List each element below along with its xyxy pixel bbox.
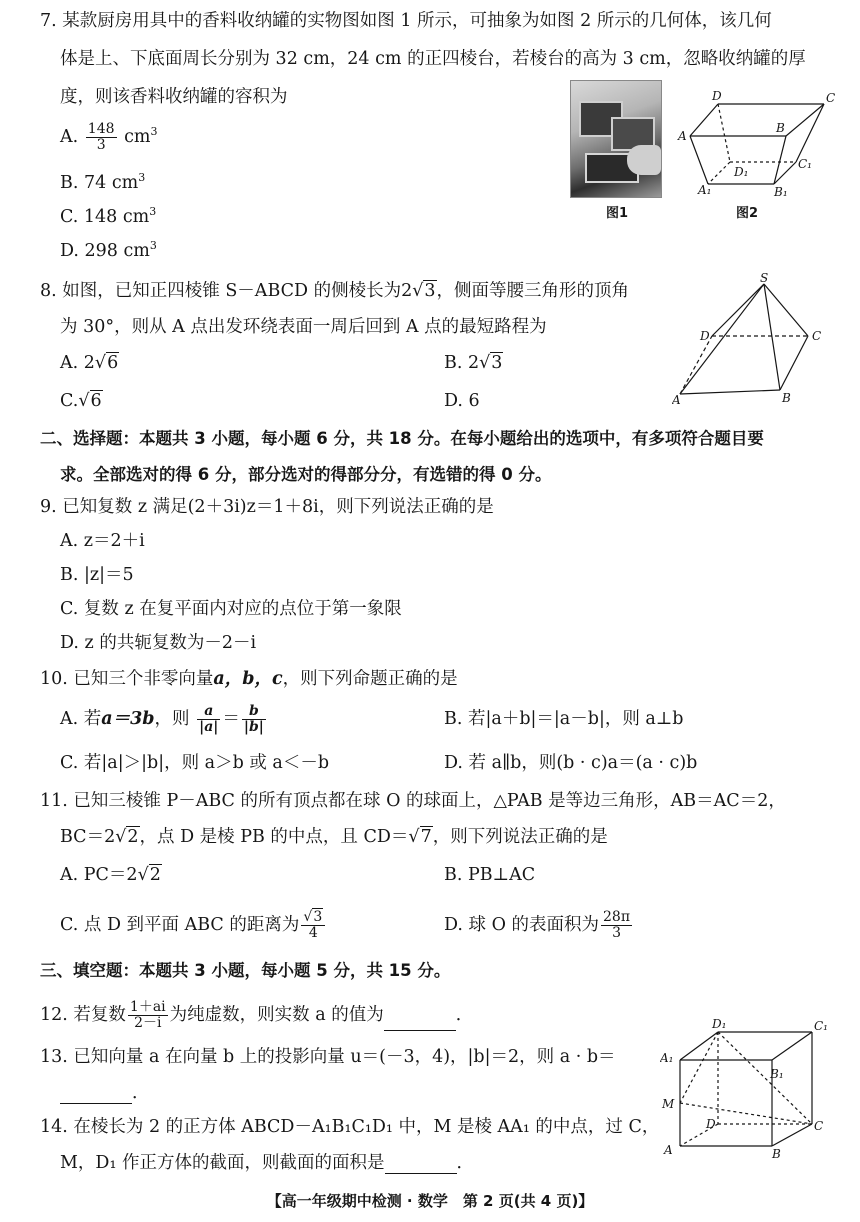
denominator: |b| — [243, 719, 264, 735]
edge-cc1 — [796, 104, 824, 162]
q7-option-c-exp: 3 — [149, 205, 157, 219]
figure2-label: 图2 — [736, 206, 759, 221]
edge-dd1-hidden — [718, 104, 730, 162]
label-b: B — [776, 121, 785, 135]
label-c: C — [814, 1119, 824, 1133]
edge-c1b1 — [772, 1032, 812, 1060]
label-b: B — [782, 391, 791, 405]
q8-option-d: D. 6 — [444, 391, 480, 411]
q10-stem-vectors: a，b，c — [213, 669, 283, 689]
hand-shape — [627, 145, 661, 175]
q11-option-a — [60, 864, 162, 886]
numerator-root: 3 — [313, 909, 323, 925]
q9-option-b: B. |z|＝5 — [60, 565, 134, 585]
q10-option-a-fraction-b — [242, 704, 266, 735]
q7-option-b — [60, 172, 145, 194]
edge-bc — [772, 1124, 812, 1146]
q8-stem-line2: 为 30°，则从 A 点出发环绕表面一周后回到 A 点的最短路程为 — [60, 317, 547, 337]
label-d1: D₁ — [712, 1018, 727, 1031]
q11-stem-line2 — [60, 826, 608, 848]
label-c1: C₁ — [814, 1019, 828, 1033]
q8-stem-line1-a: 8. 如图，已知正四棱锥 S－ABCD 的侧棱长为2 — [40, 281, 413, 301]
denominator: |a| — [199, 719, 219, 735]
denominator: 2－i — [134, 1015, 162, 1031]
label-c: C — [826, 91, 836, 105]
edge-ab — [680, 390, 780, 394]
q8-option-a-text: A. 2 — [60, 353, 95, 373]
section-mc — [680, 1103, 812, 1124]
q13-end: ． — [132, 1083, 150, 1103]
numerator: √3 — [301, 910, 325, 926]
q14-stem-line2-text: M，D₁ 作正方体的截面，则截面的面积是 — [60, 1153, 385, 1173]
q9-option-a: A. z＝2＋i — [60, 531, 145, 551]
q11-stem-line2-b: ，点 D 是棱 PB 的中点，且 CD＝ — [139, 827, 409, 847]
sqrt-sign: √ — [115, 827, 127, 847]
sqrt-sign: √ — [94, 353, 107, 373]
q8-stem-line1-b: ，侧面等腰三角形的顶角 — [436, 281, 630, 301]
label-d1: D₁ — [734, 165, 749, 179]
q13-stem-line1: 13. 已知向量 a 在向量 b 上的投影向量 u＝(－3，4)，|b|＝2，则 a · b＝ — [40, 1047, 616, 1067]
q11-stem-line2-a: BC＝2 — [60, 827, 116, 847]
section-d1c — [718, 1032, 812, 1124]
page-footer: 【高一年级期中检测 · 数学 第 2 页(共 4 页)】 — [266, 1192, 594, 1210]
q10-stem-b: ，则下列命题正确的是 — [282, 669, 458, 689]
sqrt-sign: √ — [137, 865, 149, 885]
label-b: B — [772, 1147, 781, 1160]
edge-sa — [680, 284, 764, 394]
q7-option-a-unit: cm — [124, 127, 151, 147]
sqrt-sign: √ — [412, 281, 424, 301]
q12-end: ． — [455, 1005, 474, 1025]
q7-option-d-text: D. 298 cm — [60, 241, 150, 261]
q8-option-b — [444, 352, 503, 374]
edge-sd — [712, 284, 764, 336]
answer-blank[interactable] — [384, 1014, 456, 1031]
label-b1: B₁ — [770, 1067, 784, 1081]
q10-option-a-fraction-a — [197, 704, 220, 735]
edge-cb — [786, 104, 824, 136]
figure1-photo — [570, 80, 662, 198]
sqrt-sign: √ — [479, 353, 491, 373]
q8-option-c — [60, 390, 103, 412]
q11-stem-line1: 11. 已知三棱锥 P－ABC 的所有顶点都在球 O 的球面上，△PAB 是等边三角形，AB＝AC＝2， — [40, 791, 786, 811]
figure2-frustum-diagram — [676, 90, 836, 200]
q7-option-d — [60, 240, 157, 262]
q11-option-c-fraction — [301, 910, 325, 941]
label-b1: B₁ — [774, 185, 788, 199]
sqrt-sign: √ — [408, 827, 420, 847]
q7-option-a-denominator: 3 — [96, 137, 106, 153]
q7-stem-line1: 7. 某款厨房用具中的香料收纳罐的实物图如图 1 所示，可抽象为如图 2 所示的几何体，该几何 — [40, 11, 772, 31]
q8-option-a-root: 6 — [107, 353, 119, 373]
q12-stem — [40, 1000, 473, 1031]
q8-option-b-root: 3 — [491, 353, 503, 373]
numerator: 28π — [603, 909, 631, 925]
q11-option-b: B. PB⊥AC — [444, 865, 536, 885]
q11-option-d-text: D. 球 O 的表面积为 — [444, 915, 600, 935]
section2-heading-line2: 求。全部选对的得 6 分，部分选对的得部分分，有选错的得 0 分。 — [60, 465, 552, 484]
q14-stem-line1: 14. 在棱长为 2 的正方体 ABCD－A₁B₁C₁D₁ 中，M 是棱 AA₁ 的中点，过 C， — [40, 1117, 660, 1137]
label-d: D — [712, 90, 722, 103]
q7-option-a-exp: 3 — [150, 125, 158, 139]
label-a: A — [678, 129, 687, 143]
q12-stem-b: 为纯虚数，则实数 a 的值为 — [169, 1005, 384, 1025]
q10-option-d: D. 若 a∥b，则(b · c)a＝(a · c)b — [444, 753, 698, 773]
answer-blank[interactable] — [385, 1157, 457, 1174]
q8-stem-root: 3 — [424, 281, 436, 301]
edge-bb1 — [774, 136, 786, 184]
label-a1: A₁ — [660, 1051, 674, 1065]
q9-stem: 9. 已知复数 z 满足(2＋3i)z＝1＋8i，则下列说法正确的是 — [40, 497, 494, 517]
q7-option-c — [60, 206, 156, 228]
q10-option-b: B. 若|a＋b|＝|a－b|，则 a⊥b — [444, 709, 684, 729]
q10-option-a — [60, 704, 268, 735]
equals-sign: ＝ — [222, 709, 240, 729]
q11-option-d-fraction — [601, 910, 632, 941]
denominator: 3 — [612, 925, 621, 941]
q7-option-c-text: C. 148 cm — [60, 207, 150, 227]
q7-stem-line2: 体是上、下底面周长分别为 32 cm，24 cm 的正四棱台，若棱台的高为 3 cm，忽略收纳罐的厚 — [60, 49, 806, 69]
label-a: A — [664, 1143, 673, 1157]
label-c1: C₁ — [798, 157, 812, 171]
q9-option-c: C. 复数 z 在复平面内对应的点位于第一象限 — [60, 599, 402, 619]
label-a1: A₁ — [698, 183, 712, 197]
q10-stem-a: 10. 已知三个非零向量 — [40, 669, 214, 689]
q8-option-a — [60, 352, 119, 374]
edge-ad-hidden — [680, 336, 712, 394]
q7-option-b-exp: 3 — [138, 171, 146, 185]
q8-option-b-text: B. 2 — [444, 353, 480, 373]
denominator: 4 — [308, 925, 318, 941]
q7-option-b-text: B. 74 cm — [60, 173, 139, 193]
q7-stem-line3: 度，则该香料收纳罐的容积为 — [60, 87, 288, 107]
q7-option-a-numerator: 148 — [87, 121, 115, 137]
edge-d1a1-hidden — [708, 162, 730, 184]
q7-option-a-prefix: A. — [60, 127, 79, 147]
pyramid-diagram — [672, 272, 832, 406]
edge-da — [690, 104, 718, 136]
q10-option-c: C. 若|a|＞|b|，则 a＞b 或 a＜－b — [60, 753, 330, 773]
label-m: M — [662, 1097, 675, 1111]
q11-option-a-text: A. PC＝2 — [60, 865, 138, 885]
q8-stem-line1 — [40, 280, 629, 302]
q11-option-c-text: C. 点 D 到平面 ABC 的距离为 — [60, 915, 300, 935]
q7-option-d-exp: 3 — [149, 239, 157, 253]
label-d: D — [700, 329, 710, 343]
section-d1m — [680, 1032, 718, 1103]
q7-option-a — [60, 122, 158, 153]
label-s: S — [760, 272, 769, 285]
numerator: a — [197, 704, 220, 720]
q7-option-a-fraction — [86, 122, 117, 153]
q10-stem — [40, 668, 458, 690]
q10-option-a-condition: a＝3b — [101, 709, 155, 729]
edge-aa1 — [690, 136, 708, 184]
edge-d1a1 — [680, 1032, 718, 1060]
label-c: C — [812, 329, 822, 343]
q11-stem-line2-c: ，则下列说法正确的是 — [432, 827, 608, 847]
q12-stem-a: 12. 若复数 — [40, 1005, 126, 1025]
q11-option-c — [60, 910, 327, 941]
section3-heading: 三、填空题：本题共 3 小题，每小题 5 分，共 15 分。 — [40, 961, 451, 980]
q10-option-a-text: A. 若 — [60, 709, 102, 729]
q12-fraction — [128, 1000, 168, 1031]
edge-bc — [780, 336, 808, 390]
q9-option-d: D. z 的共轭复数为－2－i — [60, 633, 257, 653]
numerator: b — [242, 704, 266, 720]
figure1-label: 图1 — [606, 206, 629, 221]
q14-stem-line2 — [60, 1152, 474, 1174]
sqrt-sign: √ — [78, 391, 90, 411]
label-a: A — [672, 393, 681, 406]
q14-end: ． — [456, 1153, 475, 1173]
q13-stem-line2 — [60, 1082, 150, 1104]
label-d: D — [706, 1117, 716, 1131]
q8-option-c-root: 6 — [90, 391, 102, 411]
q10-option-a-then: ，则 — [154, 709, 190, 729]
section2-heading-line1: 二、选择题：本题共 3 小题，每小题 6 分，共 18 分。在每小题给出的选项中，有多项符合题目要 — [40, 429, 764, 448]
q11-option-a-root: 2 — [149, 865, 161, 885]
q8-option-c-text: C. — [60, 391, 79, 411]
q11-root-cd: 7 — [420, 827, 432, 847]
q11-option-d — [444, 910, 634, 941]
cube-diagram — [660, 1018, 830, 1160]
answer-blank[interactable] — [60, 1087, 132, 1104]
q11-root-bc: 2 — [127, 827, 139, 847]
numerator: 1＋ai — [129, 999, 166, 1015]
